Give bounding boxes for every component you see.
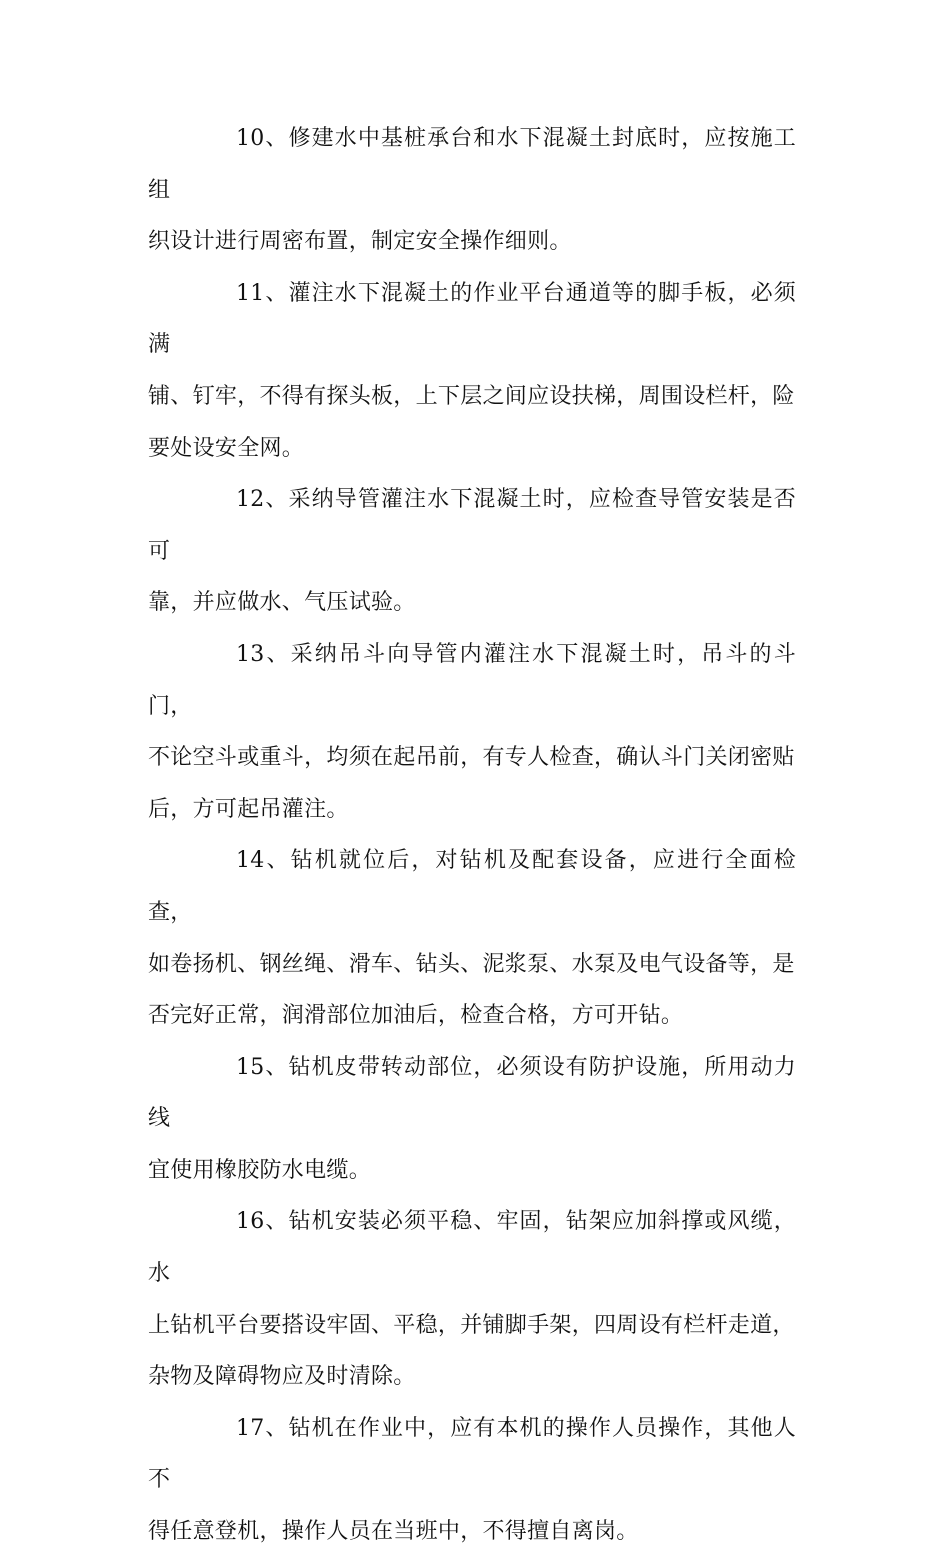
paragraph-14 [148,835,796,1041]
paragraph-line: 11、灌注水下混凝土的作业平台通道等的脚手板，必须满 [148,280,796,358]
paragraph-line: 铺、钉牢，不得有探头板，上下层之间应设扶梯，周围设栏杆，险 [148,383,795,409]
paragraph-line: 12、采纳导管灌注水下混凝土时，应检查导管安装是否可 [148,487,796,564]
paragraph-line: 杂物及障碍物应及时清除。 [148,1364,416,1390]
paragraph-line: 15、钻机皮带转动部位，必须设有防护设施，所用动力线 [148,1054,796,1132]
paragraph-line: 靠，并应做水、气压试验。 [148,590,416,616]
paragraph-16 [148,1196,796,1402]
paragraph-line: 织设计进行周密布置，制定安全操作细则。 [148,229,572,255]
paragraph-10 [148,113,796,268]
paragraph-13 [148,629,796,835]
paragraph-line: 要处设安全网。 [148,435,305,461]
paragraph-line: 得任意登机，操作人员在当班中，不得擅自离岗。 [148,1519,639,1545]
paragraph-15 [148,1042,796,1197]
paragraph-line: 16、钻机安装必须平稳、牢固，钻架应加斜撑或风缆，水 [148,1209,796,1287]
paragraph-12 [148,474,796,629]
paragraph-line: 上钻机平台要搭设牢固、平稳，并铺脚手架，四周设有栏杆走道， [148,1312,795,1338]
paragraph-11 [148,268,796,474]
paragraph-line: 10、修建水中基桩承台和水下混凝土封底时，应按施工组 [148,126,796,203]
document-body [148,113,796,1558]
paragraph-line: 不论空斗或重斗，均须在起吊前，有专人检查，确认斗门关闭密贴 [148,745,795,771]
paragraph-line: 14、钻机就位后，对钻机及配套设备，应进行全面检查， [148,848,796,925]
paragraph-line: 宜使用橡胶防水电缆。 [148,1157,372,1183]
paragraph-line: 后，方可起吊灌注。 [148,796,349,822]
paragraph-line: 13、采纳吊斗向导管内灌注水下混凝土时，吊斗的斗门， [148,641,796,719]
paragraph-line: 否完好正常，润滑部位加油后，检查合格，方可开钻。 [148,1003,684,1029]
paragraph-line: 如卷扬机、钢丝绳、滑车、钻头、泥浆泵、水泵及电气设备等，是 [148,951,795,977]
paragraph-17 [148,1403,796,1558]
paragraph-line: 17、钻机在作业中，应有本机的操作人员操作，其他人不 [148,1415,796,1493]
